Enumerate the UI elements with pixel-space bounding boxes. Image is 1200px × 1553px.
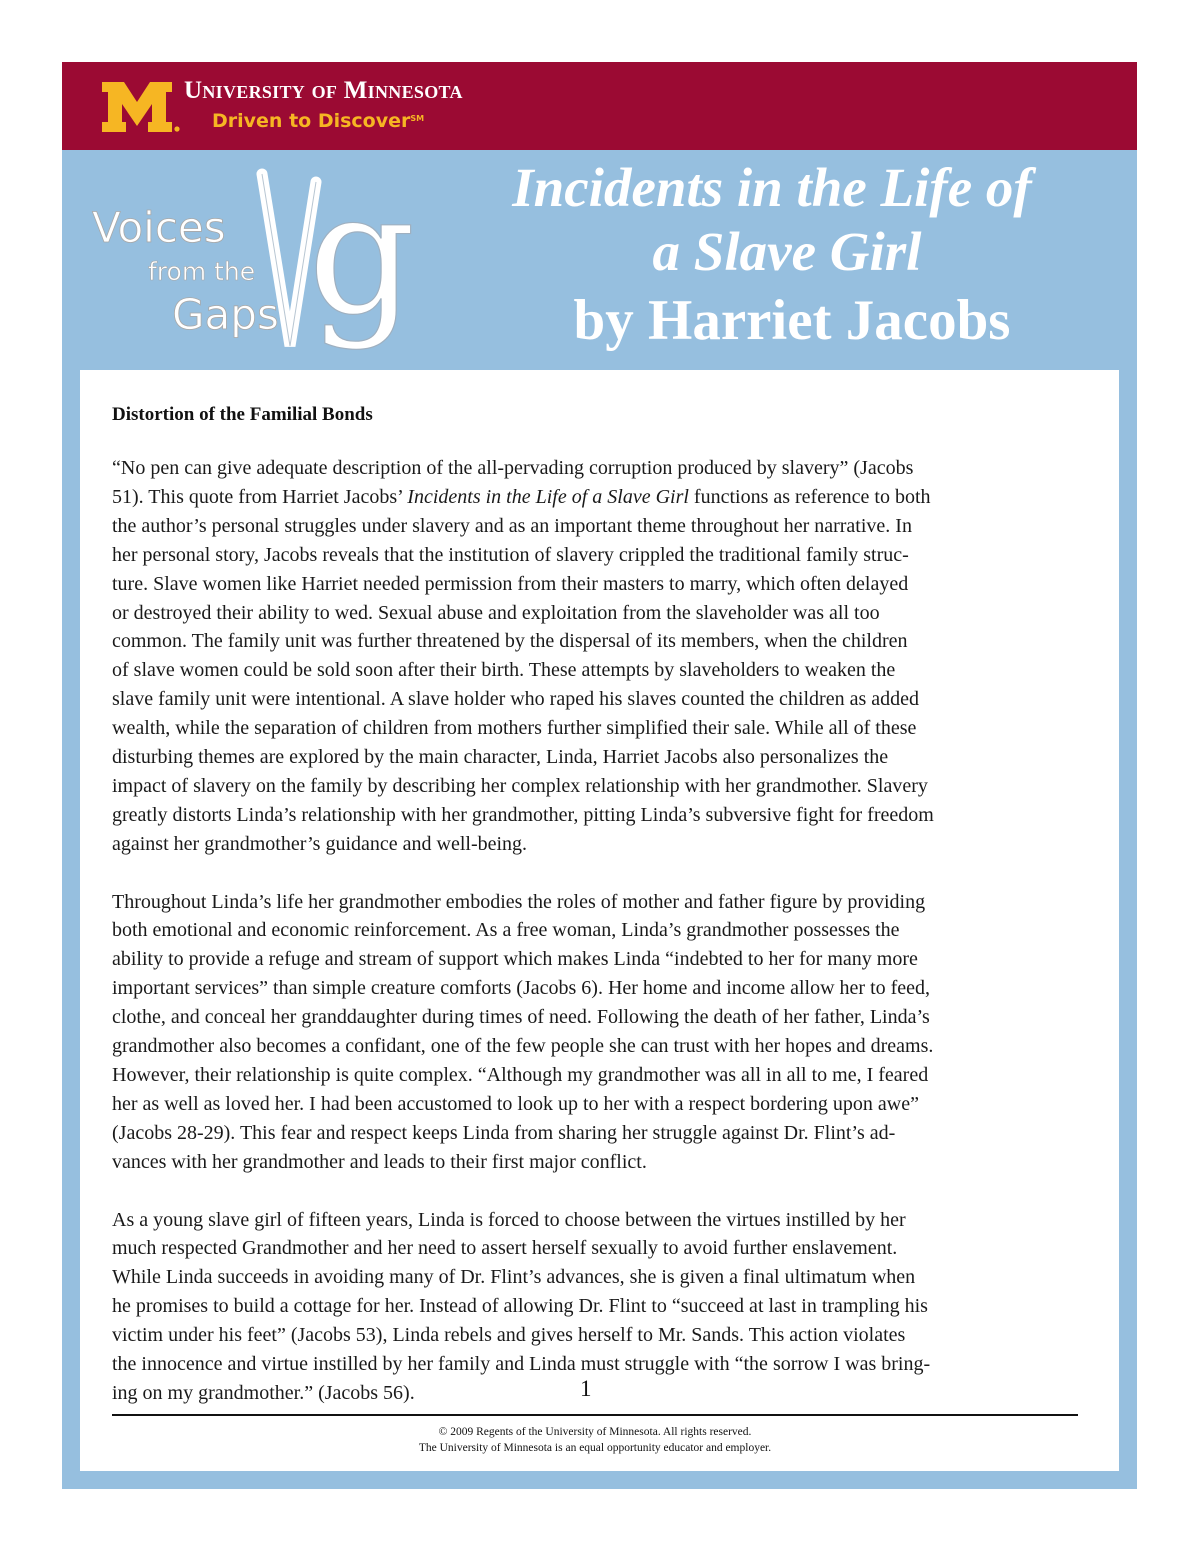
essay-line: (Jacobs 28-29). This fear and respect keeps Linda from sharing her struggle against Dr. Flint’s ad- [112,1121,896,1144]
essay-line: vances with her grandmother and leads to their first major conflict. [112,1150,647,1173]
essay-line: common. The family unit was further threatened by the dispersal of its members, when the children [112,630,908,653]
essay-line: greatly distorts Linda’s relationship with her grandmother, pitting Linda’s subversive fight for freedom [112,803,934,826]
essay-line: of slave women could be sold soon after their birth. These attempts by slaveholders to weaken the [112,659,896,682]
essay-line: slave family unit were intentional. A slave holder who raped his slaves counted the children as added [112,688,919,711]
essay-content-panel [80,370,1119,1471]
university-name: University of Minnesota [184,77,463,104]
essay-line: the author’s personal struggles under slavery and as an important theme throughout her narrative. In [112,514,912,537]
university-m-logo-icon [94,82,180,134]
page-number: 1 [580,1376,592,1401]
footer-divider [112,1414,1078,1416]
essay-line: ing on my grandmother.” (Jacobs 56). [112,1381,415,1404]
essay-paragraph [112,888,1087,1177]
essay-line: he promises to build a cottage for her. Instead of allowing Dr. Flint to “succeed at last in trampling his [112,1295,928,1318]
footer-copyright: © 2009 Regents of the University of Minnesota. All rights reserved. [438,1426,752,1438]
logo-from-the: from the [148,257,256,286]
document-title [447,150,1097,358]
essay-line: grandmother also becomes a confidant, one of the few people she can trust with her hopes and dreams. [112,1035,934,1058]
essay-line: disturbing themes are explored by the main character, Linda, Harriet Jacobs also personalizes the [112,746,889,769]
title-author-line: by Harriet Jacobs [573,289,1011,352]
essay-line: her personal story, Jacobs reveals that the institution of slavery crippled the traditional family struc- [112,543,909,566]
essay-line: her as well as loved her. I had been accustomed to look up to her with a respect bordering upon awe” [112,1092,919,1115]
title-line-1: Incidents in the Life of [512,157,1032,218]
voices-from-the-gaps-logo [90,166,460,376]
essay-line: ture. Slave women like Harriet needed permission from their masters to marry, which often delayed [112,572,909,595]
university-banner [62,62,1137,150]
university-tagline: Driven to Discover℠ [212,110,425,132]
page-footer [112,1424,1078,1456]
essay-line: both emotional and economic reinforcement. As a free woman, Linda’s grandmother possesses the [112,919,900,942]
essay-line: Throughout Linda’s life her grandmother embodies the roles of mother and father figure by providing [112,890,926,913]
title-line-2: a Slave Girl [652,221,922,282]
essay-paragraph [112,1206,1087,1408]
essay-line: impact of slavery on the family by describing her complex relationship with her grandmother. Slavery [112,774,928,797]
essay-line: the innocence and virtue instilled by her family and Linda must struggle with “the sorrow I was bring- [112,1353,931,1376]
essay-body [112,454,1087,1408]
essay-line: victim under his feet” (Jacobs 53), Linda rebels and gives herself to Mr. Sands. This action violates [112,1324,906,1347]
essay-line: As a young slave girl of fifteen years, Linda is forced to choose between the virtues instilled by her [112,1208,906,1231]
logo-voices: Voices [92,203,226,252]
essay-line: clothe, and conceal her granddaughter during times of need. Following the death of her father, Linda’s [112,1006,930,1029]
essay-line: much respected Grandmother and her need to assert herself sexually to avoid further enslavement. [112,1237,898,1260]
essay-paragraph [112,454,1087,859]
essay-heading: Distortion of the Familial Bonds [112,404,373,425]
page-frame [62,62,1137,1489]
logo-gaps: Gaps [172,290,279,339]
essay-line: 51). This quote from Harriet Jacobs’ Incidents in the Life of a Slave Girl functions as reference to both [112,485,931,508]
essay-line: important services” than simple creature comforts (Jacobs 6). Her home and income allow her to feed, [112,977,931,1000]
essay-line: “No pen can give adequate description of the all-pervading corruption produced by slavery” (Jacobs [112,457,914,479]
essay-line: While Linda succeeds in avoiding many of Dr. Flint’s advances, she is given a final ultimatum when [112,1266,916,1289]
essay-line: ability to provide a refuge and stream of support which makes Linda “indebted to her for many more [112,948,918,971]
essay-line: against her grandmother’s guidance and well-being. [112,832,528,855]
logo-g-monogram: g [308,166,416,352]
essay-line: However, their relationship is quite complex. “Although my grandmother was all in all to me, I feared [112,1064,929,1087]
essay-line: wealth, while the separation of children from mothers further simplified their sale. While all of these [112,717,917,740]
essay-line: or destroyed their ability to wed. Sexual abuse and exploitation from the slaveholder was all too [112,601,880,624]
footer-equal-opportunity: The University of Minnesota is an equal opportunity educator and employer. [418,1442,772,1454]
book-title-italic: Incidents in the Life of a Slave Girl [407,485,689,508]
